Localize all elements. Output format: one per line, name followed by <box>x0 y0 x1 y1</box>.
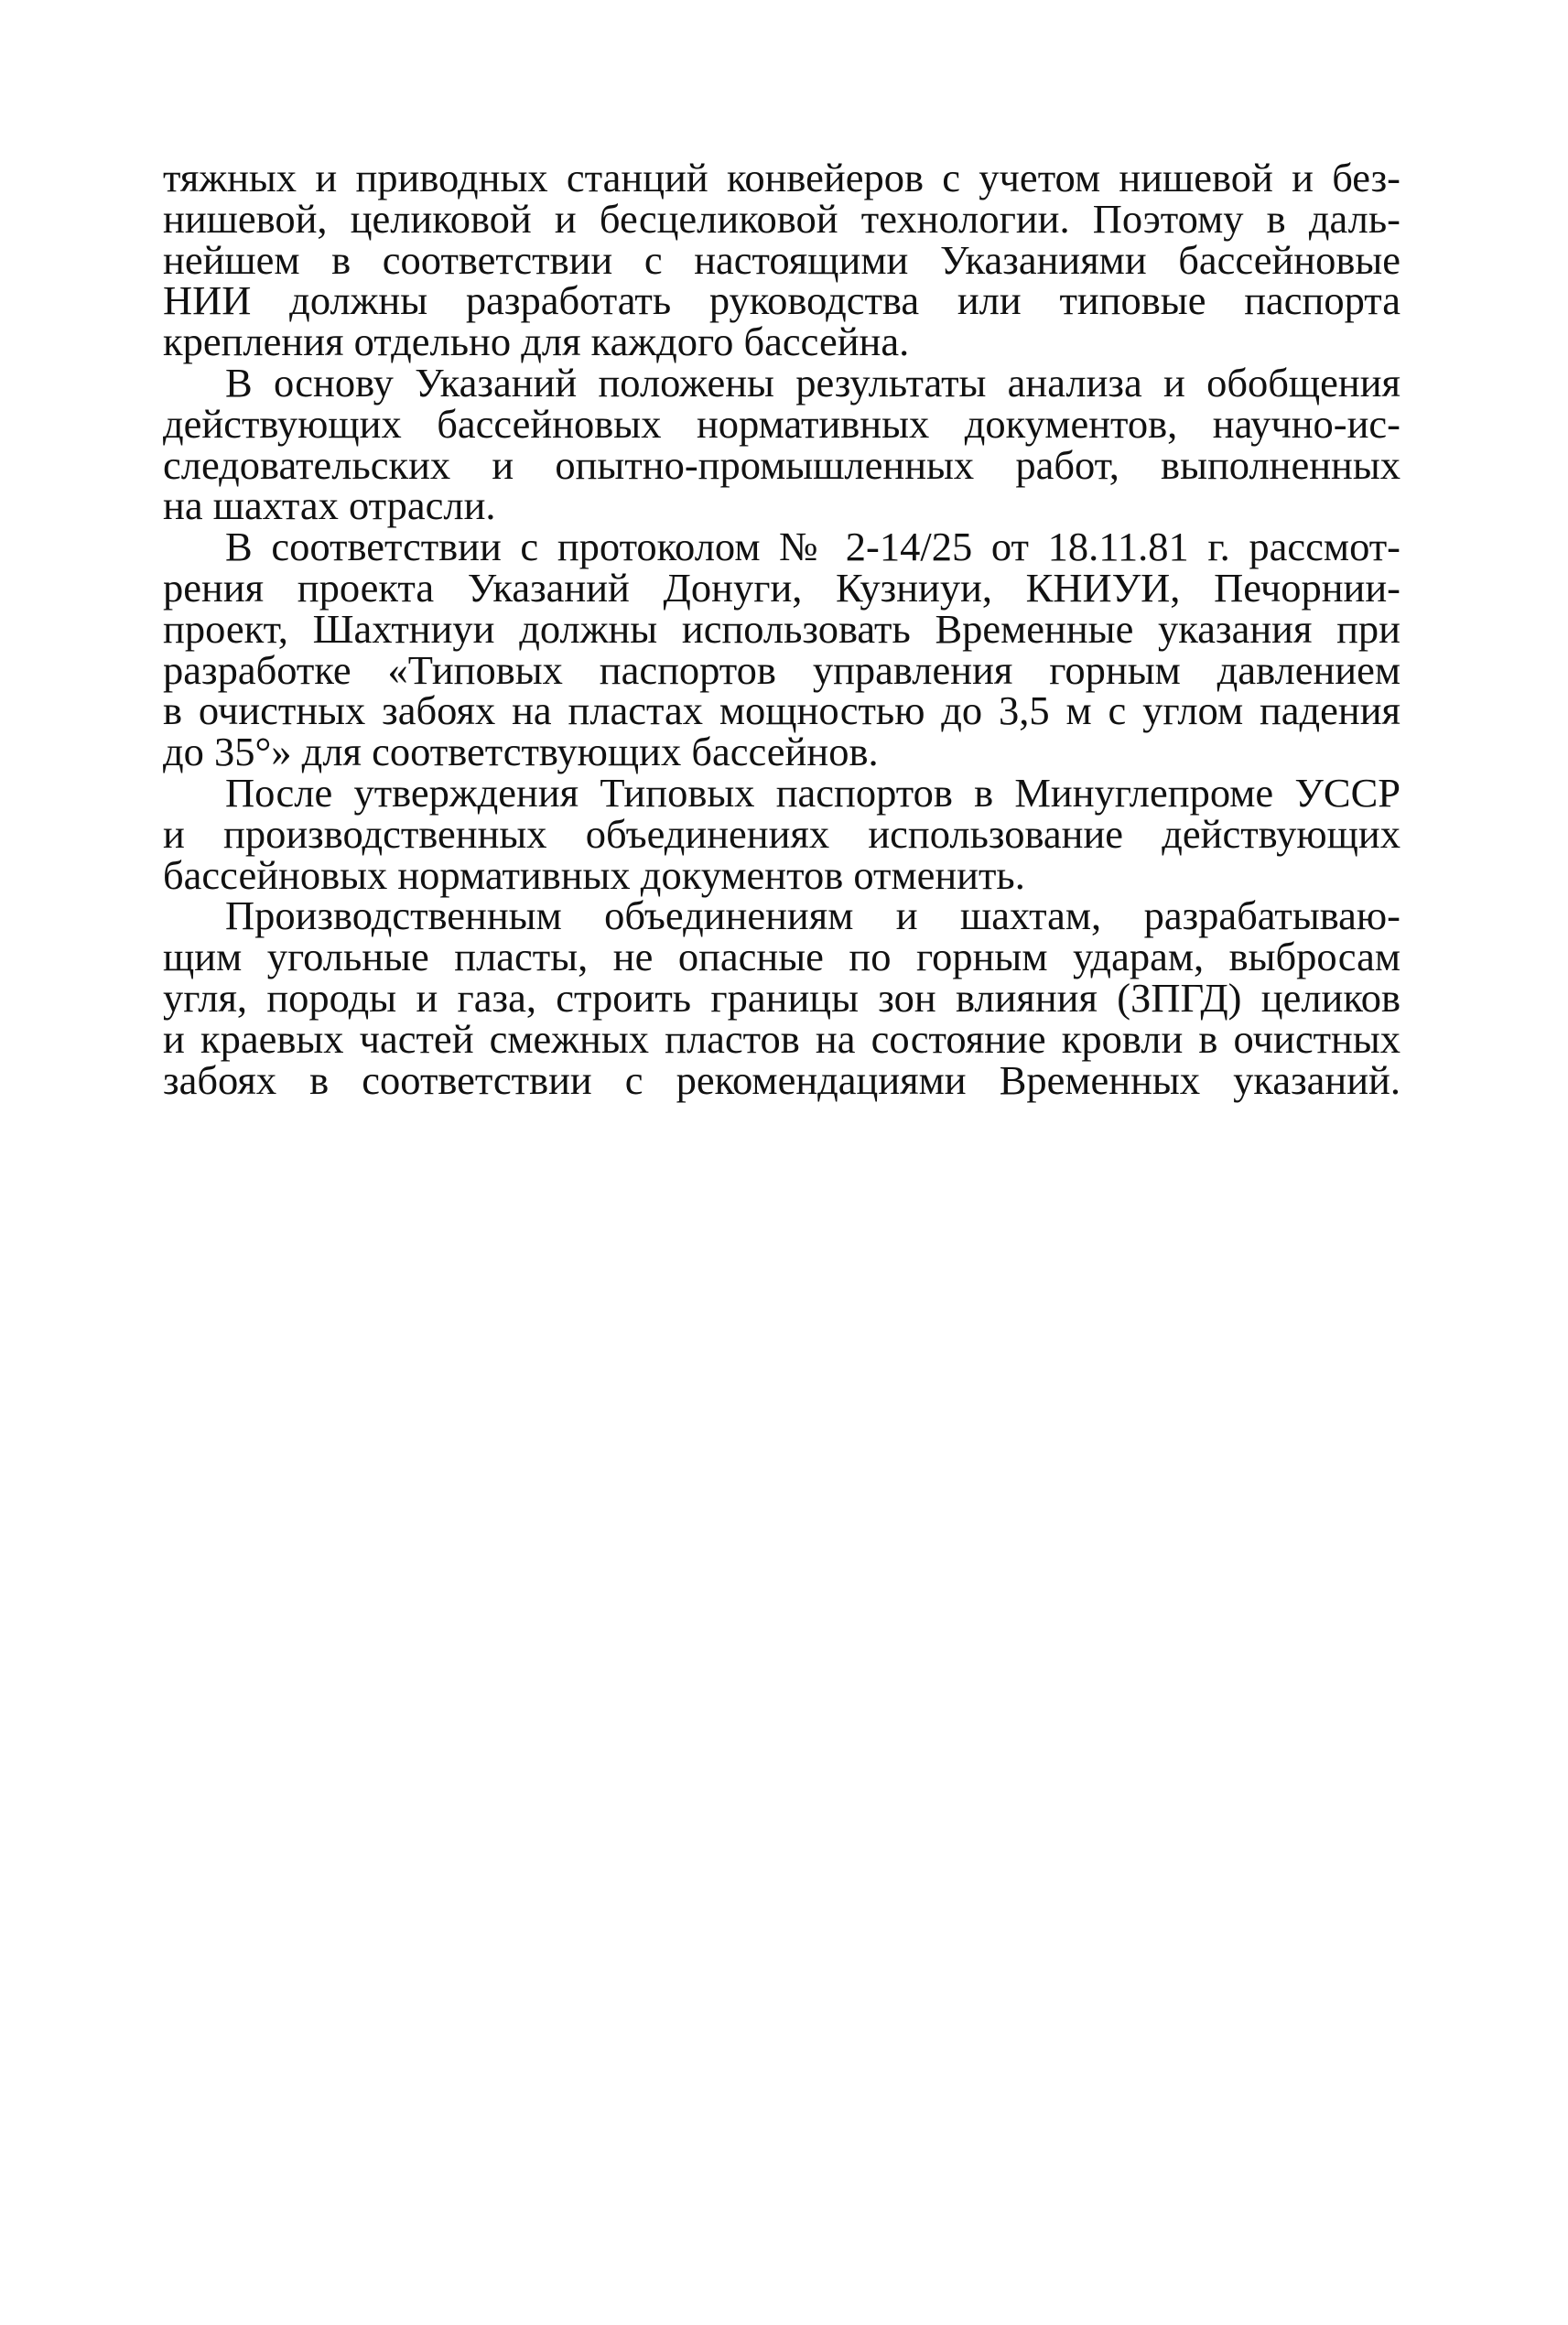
text-line: В соответствии с протоколом № 2-14/25 от 18.11.81 г. рассмот- <box>225 524 1400 570</box>
text-line: Производственным объединениям и шахтам, разрабатываю- <box>225 892 1400 939</box>
text-line: В основу Указаний положены результаты анализа и обобщения <box>225 359 1400 406</box>
text-line: угля, породы и газа, строить границы зон влияния (ЗПГД) целиков <box>163 974 1400 1021</box>
text-line: крепления отдельно для каждого бассейна. <box>163 319 910 365</box>
text-line: следовательских и опытно-промышленных работ, выполненных <box>163 441 1400 488</box>
paragraph-3 <box>163 526 1400 773</box>
text-line: нейшем в соответствии с настоящими Указаниями бассейновые <box>163 236 1400 283</box>
text-line: нишевой, целиковой и бесцеликовой технологии. Поэтому в даль- <box>163 195 1400 242</box>
text-line: и краевых частей смежных пластов на состояние кровли в очистных <box>163 1015 1400 1062</box>
text-line: действующих бассейновых нормативных документов, научно-ис- <box>163 400 1400 447</box>
text-line: рения проекта Указаний Донуги, Кузниуи, КНИУИ, Печорнии- <box>163 564 1400 611</box>
text-line: тяжных и приводных станций конвейеров с учетом нишевой и без- <box>163 155 1400 200</box>
text-line: и производственных объединениях использование действующих <box>163 810 1400 857</box>
paragraph-5 <box>163 892 1400 1103</box>
text-line: в очистных забоях на пластах мощностью до 3,5 м с углом падения <box>163 687 1400 734</box>
text-line: разработке «Типовых паспортов управления горным давлением <box>163 646 1400 693</box>
text-line: проект, Шахтниуи должны использовать Временные указания при <box>163 605 1400 652</box>
text-line: забоях в соответствии с рекомендациями Временных указаний. <box>163 1056 1400 1103</box>
text-line: щим угольные пласты, не опасные по горным ударам, выбросам <box>163 934 1400 980</box>
body-text <box>163 155 1400 1103</box>
text-line: на шахтах отрасли. <box>163 482 496 529</box>
paragraph-1 <box>163 155 1400 365</box>
paragraph-4 <box>163 769 1400 898</box>
text-line: После утверждения Типовых паспортов в Минуглепроме УССР <box>225 769 1400 816</box>
text-line: НИИ должны разработать руководства или типовые паспорта <box>163 277 1400 324</box>
paragraph-2 <box>163 359 1400 529</box>
text-line: до 35°» для соответствующих бассейнов. <box>163 729 879 775</box>
text-line: бассейновых нормативных документов отменить. <box>163 851 1025 898</box>
